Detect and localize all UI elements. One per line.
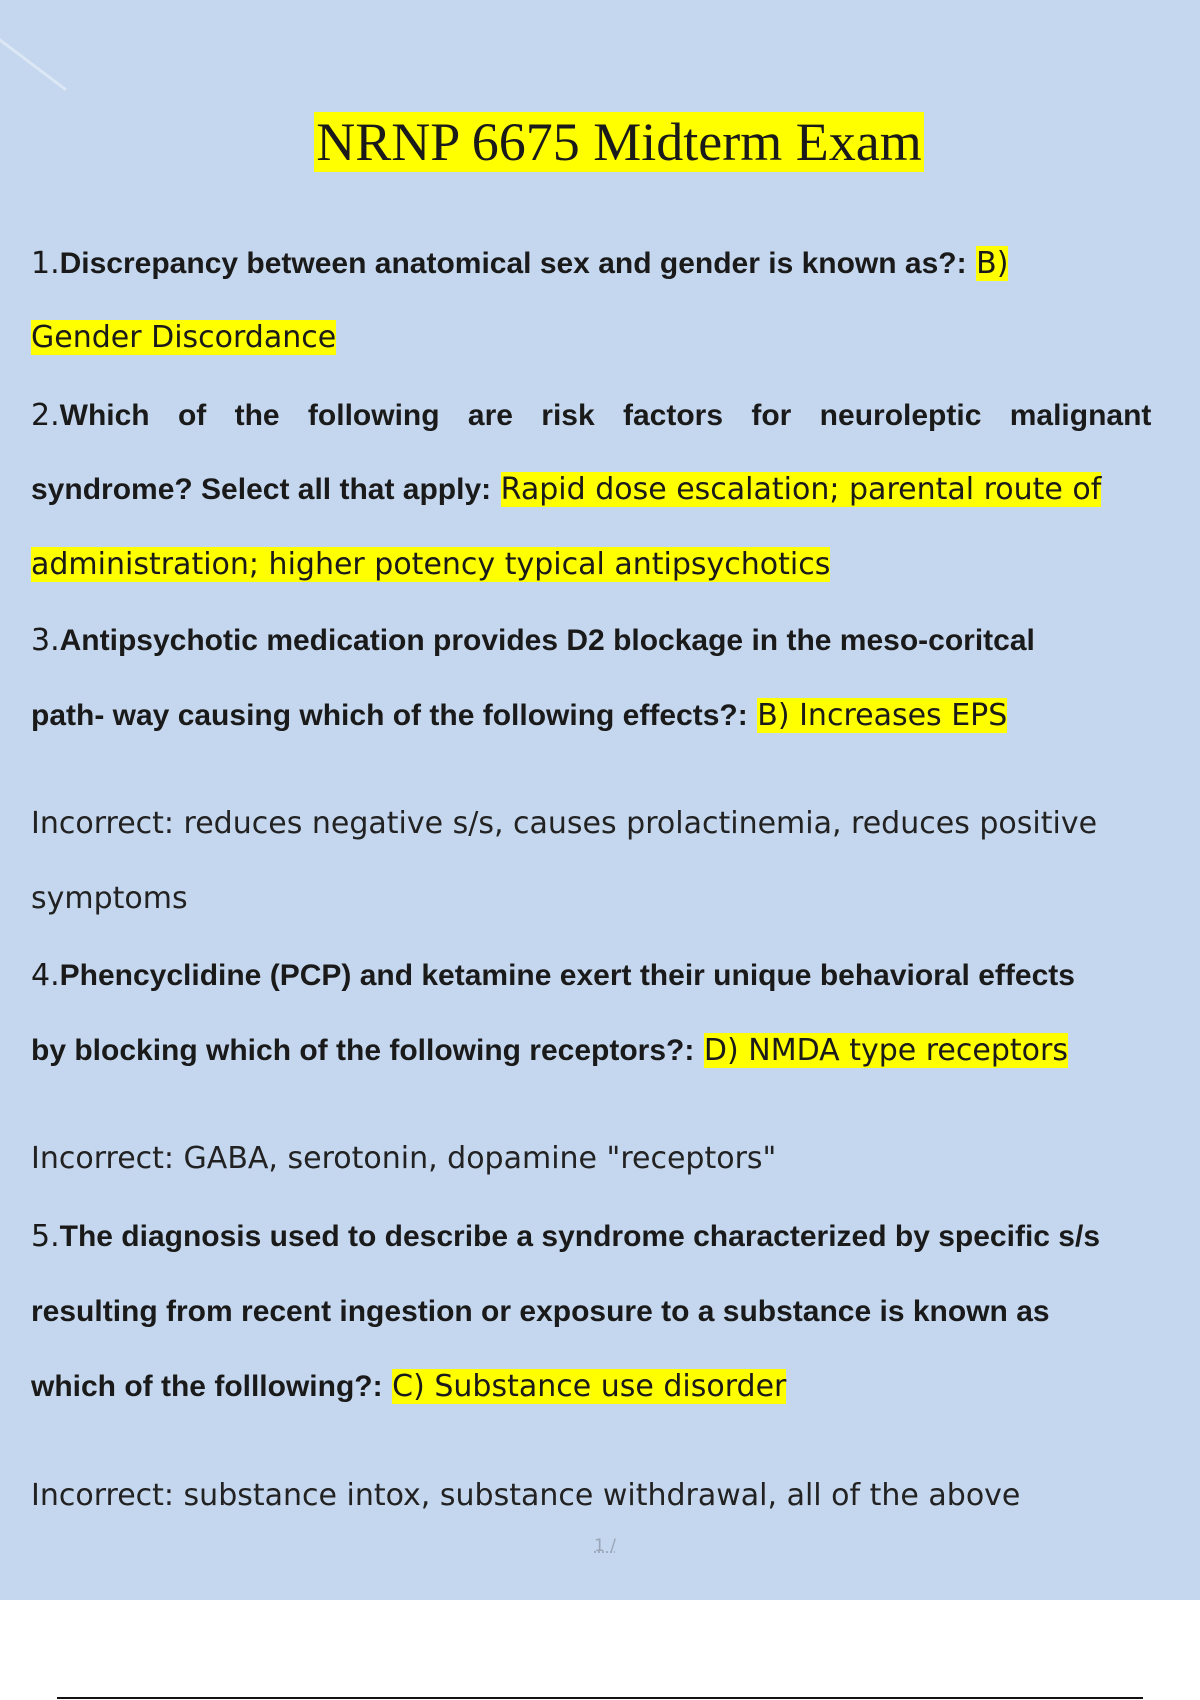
answer-highlight: D) NMDA type receptors [703,1033,1068,1068]
question-4-line-2 [31,1031,1068,1071]
question-text: which of the folllowing?: [31,1370,383,1403]
question-number: 4. [31,958,60,993]
question-number: 5. [31,1219,60,1254]
question-text: Phencyclidine (PCP) and ketamine exert their unique behavioral effects [59,959,1075,992]
question-5-line-3 [31,1367,786,1407]
answer-highlight: Rapid dose escalation; parental route of [500,472,1102,507]
question-number: 2. [31,398,60,433]
question-text: Antipsychotic medication provides D2 blockage in the meso-coritcal [59,624,1035,657]
incorrect-note-continued [31,879,188,919]
incorrect-note [31,1139,776,1179]
answer-highlight: administration; higher potency typical antipsychotics [31,547,831,582]
question-text: resulting from recent ingestion or exposure to a substance is known as [31,1295,1050,1328]
answer-highlight: C) Substance use disorder [392,1369,787,1404]
incorrect-note-text: Incorrect: substance intox, substance withdrawal, all of the above [31,1478,1021,1513]
question-text: syndrome? Select all that apply: [31,473,492,506]
page-title: NRNP 6675 Midterm Exam [316,112,922,172]
incorrect-note [31,804,1097,844]
question-2-line-2 [31,470,1101,510]
question-number: 1. [31,246,60,281]
incorrect-note [31,1476,1020,1516]
question-5 [31,1217,1100,1257]
footer-divider [57,1697,1143,1699]
question-3-line-2 [31,696,1007,736]
question-text: Which of the following are risk factors for neuroleptic malignant [59,399,1152,432]
incorrect-note-text: symptoms [31,881,188,916]
question-text: by blocking which of the following receptors?: [31,1034,695,1067]
page-number: 1 / [594,1536,616,1556]
answer-highlight: B) [976,246,1009,281]
question-text: path- way causing which of the following effects?: [31,699,748,732]
incorrect-note-text: Incorrect: GABA, serotonin, dopamine "receptors" [31,1141,777,1176]
question-4 [31,956,1075,996]
question-2-line-3 [31,545,830,585]
incorrect-note-text: Incorrect: reduces negative s/s, causes prolactinemia, reduces positive [31,806,1098,841]
answer-highlight: Gender Discordance [31,320,337,355]
question-text: Discrepancy between anatomical sex and gender is known as?: [59,247,967,280]
question-5-line-2 [31,1292,1050,1332]
page-corner-mark [0,34,67,91]
answer-highlight: B) Increases EPS [757,698,1008,733]
question-3 [31,621,1035,661]
question-1-answer [31,318,336,358]
question-1 [31,244,1008,284]
question-number: 3. [31,623,60,658]
question-text: The diagnosis used to describe a syndrome characterized by specific s/s [59,1220,1101,1253]
question-2 [31,396,1151,436]
